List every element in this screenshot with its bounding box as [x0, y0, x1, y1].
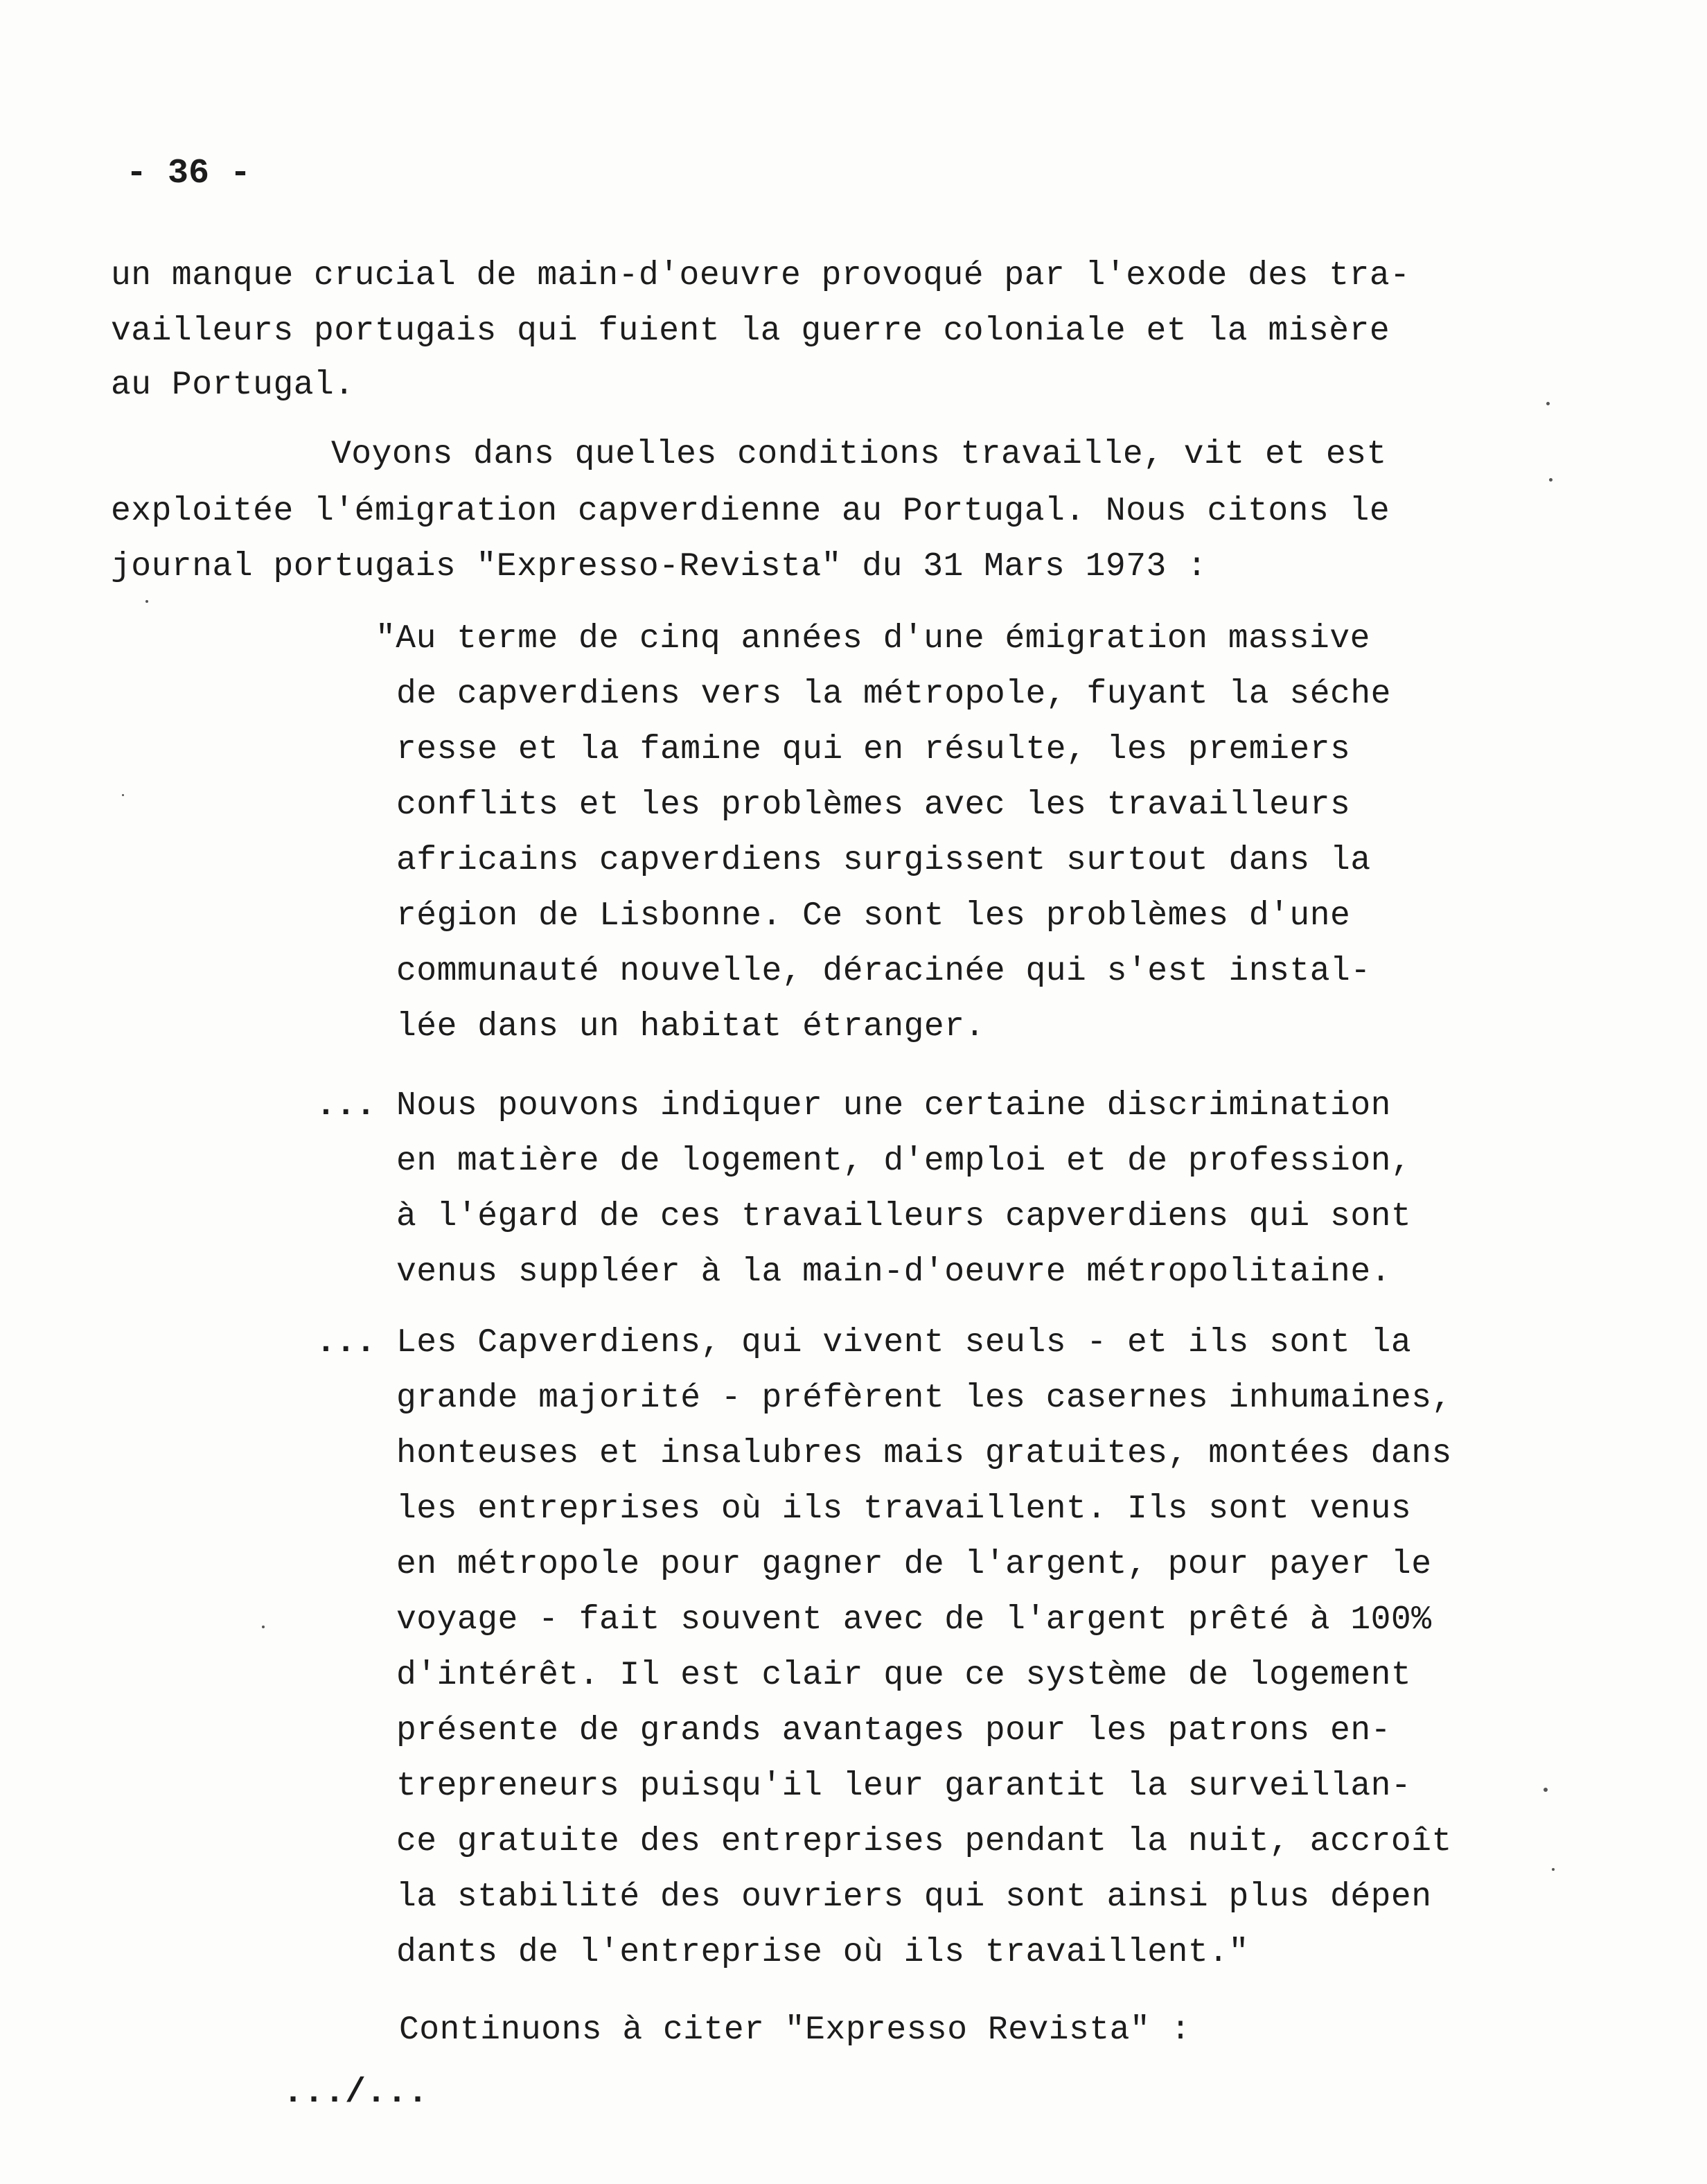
quote-line: communauté nouvelle, déracinée qui s'est instal- [396, 953, 1371, 990]
quote-line: à l'égard de ces travailleurs capverdiens qui sont [396, 1198, 1412, 1235]
quote-line: présente de grands avantages pour les patrons en- [396, 1712, 1391, 1750]
quote-line: conflits et les problèmes avec les travailleurs [396, 786, 1351, 824]
text-line: Voyons dans quelles conditions travaille, vit et est [331, 436, 1387, 473]
scan-speck [1544, 1788, 1548, 1792]
quote-line: en matière de logement, d'emploi et de profession, [396, 1143, 1412, 1180]
quote-line: africains capverdiens surgissent surtout dans la [396, 842, 1371, 879]
quote-line: voyage - fait souvent avec de l'argent prêté à 100% [396, 1601, 1432, 1639]
quote-line: région de Lisbonne. Ce sont les problèmes d'une [396, 897, 1351, 935]
text-line: journal portugais "Expresso-Revista" du 31 Mars 1973 : [111, 548, 1208, 585]
continuation-mark: .../... [283, 2073, 429, 2113]
page-number: - 36 - [126, 154, 251, 193]
quote-line: Nous pouvons indiquer une certaine discrimination [396, 1087, 1391, 1125]
text-line: vailleurs portugais qui fuient la guerre coloniale et la misère [111, 312, 1390, 350]
quote-line: en métropole pour gagner de l'argent, pour payer le [396, 1546, 1432, 1583]
text-line: un manque crucial de main-d'oeuvre provoqué par l'exode des tra- [111, 257, 1410, 294]
ellipsis-marker: ... [316, 1087, 376, 1125]
quote-line: de capverdiens vers la métropole, fuyant la séche [396, 676, 1391, 713]
ellipsis-marker: ... [316, 1324, 376, 1362]
scan-speck [145, 600, 148, 603]
quote-line: les entreprises où ils travaillent. Ils sont venus [396, 1490, 1412, 1528]
quote-line: lée dans un habitat étranger. [396, 1008, 985, 1046]
scan-speck [262, 1626, 265, 1628]
quote-line: d'intérêt. Il est clair que ce système de logement [396, 1657, 1412, 1694]
quote-line: "Au terme de cinq années d'une émigration massive [375, 620, 1370, 658]
scan-speck [1546, 402, 1550, 405]
quote-line: ce gratuite des entreprises pendant la nuit, accroît [396, 1823, 1452, 1860]
scan-speck [122, 794, 124, 796]
scan-speck [1552, 1868, 1555, 1871]
quote-line: honteuses et insalubres mais gratuites, montées dans [396, 1435, 1452, 1472]
quote-line: Les Capverdiens, qui vivent seuls - et ils sont la [396, 1324, 1412, 1362]
text-line: exploitée l'émigration capverdienne au Portugal. Nous citons le [111, 493, 1390, 530]
quote-line: grande majorité - préfèrent les casernes inhumaines, [396, 1380, 1452, 1417]
quote-line: venus suppléer à la main-d'oeuvre métropolitaine. [396, 1253, 1391, 1291]
quote-line: resse et la famine qui en résulte, les premiers [396, 731, 1351, 768]
scan-speck [1549, 478, 1553, 482]
closing-line: Continuons à citer "Expresso Revista" : [399, 2011, 1191, 2049]
quote-line: dants de l'entreprise où ils travaillent." [396, 1934, 1249, 1971]
quote-line: la stabilité des ouvriers qui sont ainsi plus dépen [396, 1878, 1432, 1916]
quote-line: trepreneurs puisqu'il leur garantit la surveillan- [396, 1768, 1412, 1805]
text-line: au Portugal. [111, 367, 355, 404]
